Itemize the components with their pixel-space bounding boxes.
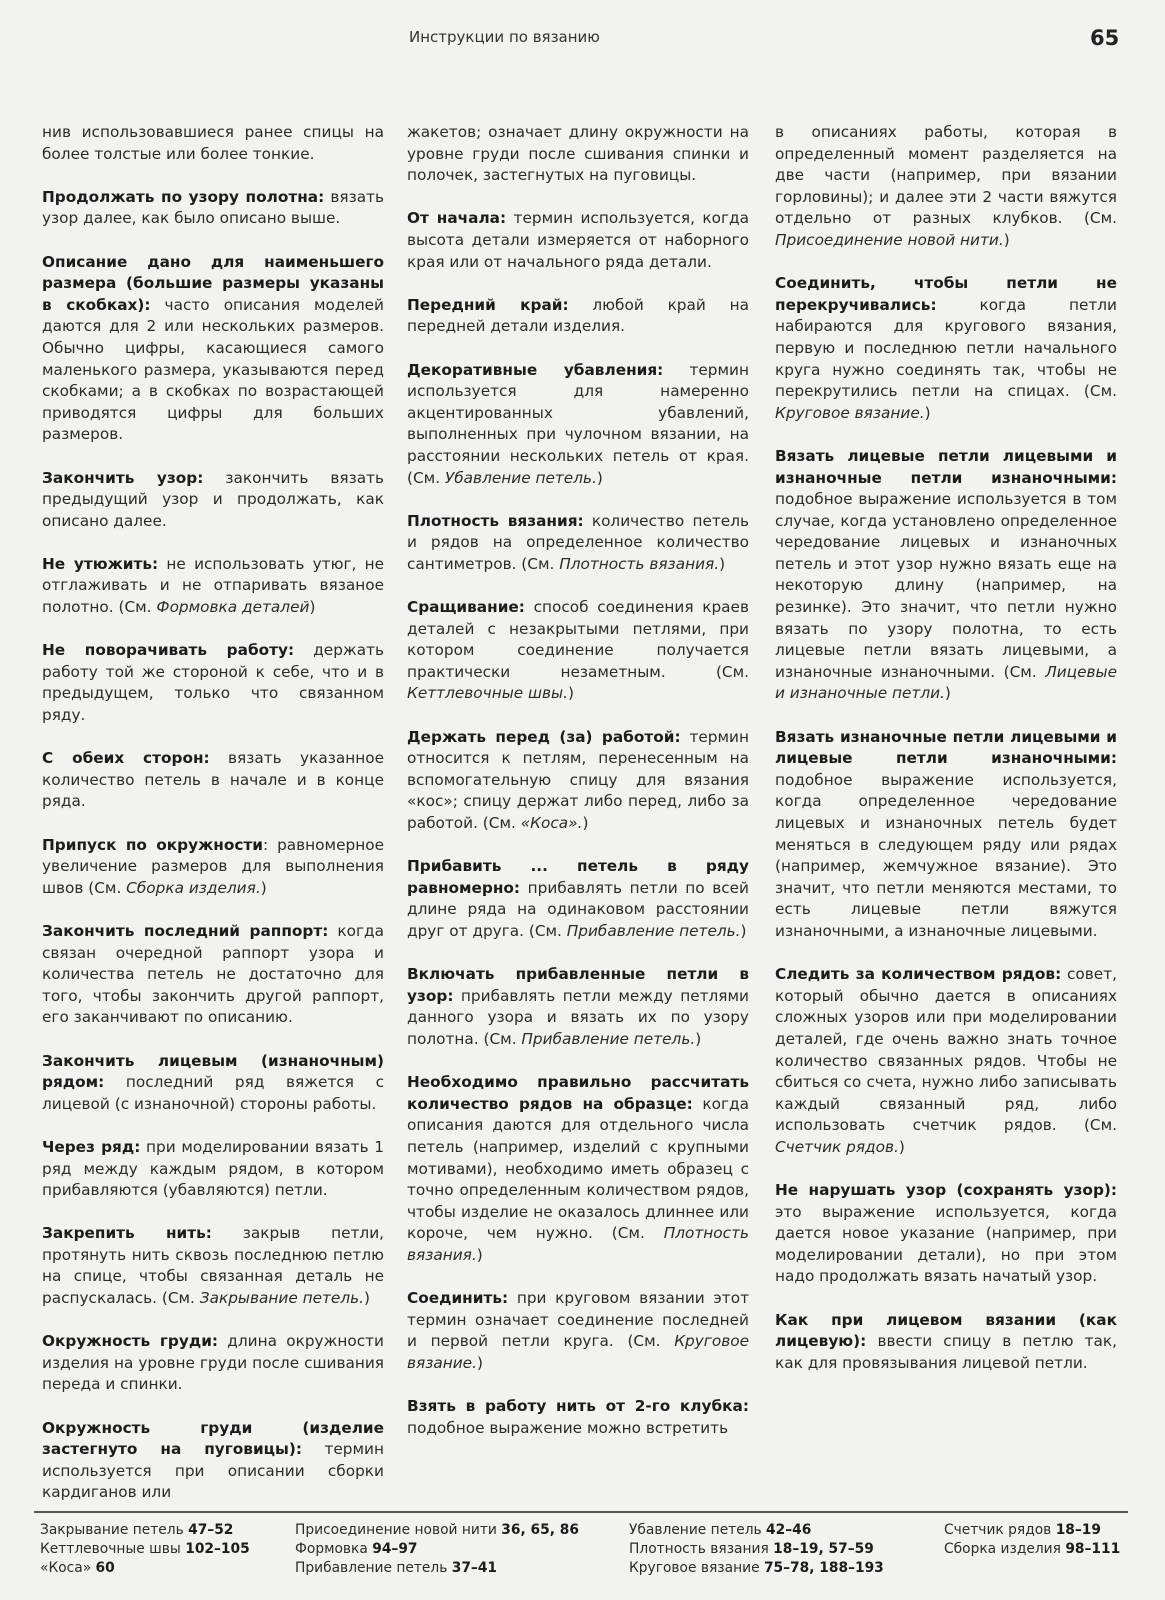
entry-text: при моделировании вязать 1 ряд между каждым рядом, в котором прибавляются (убавляются) петли. bbox=[42, 1137, 384, 1200]
cross-reference: Прибавление петель. bbox=[566, 921, 741, 940]
index-item bbox=[944, 1540, 1120, 1559]
entry-tail: ) bbox=[582, 814, 589, 832]
glossary-term: Описание дано для наименьшего размера (большие размеры указаны в скобках): bbox=[42, 252, 384, 314]
entry-text: : равномерное увеличение размеров для выполнения швов (См. bbox=[42, 835, 384, 897]
glossary-entry bbox=[407, 1396, 749, 1439]
glossary-entry bbox=[775, 273, 1117, 424]
glossary-entry bbox=[407, 208, 749, 273]
index-item bbox=[295, 1540, 579, 1559]
entry-text: закончить вязать предыдущий узор и продолжать, как описано далее. bbox=[42, 468, 385, 530]
cross-reference: Убавление петель. bbox=[444, 468, 597, 487]
entry-text: термин используется при описании сборки кардиганов или bbox=[42, 1440, 384, 1502]
entry-text: когда описания даются для отдельного числа петель (например, изделий с крупными мотивами), необходимо иметь образец с точно определенным количеством рядов, чтобы изделие не оказалось длиннее или короче, чем нужно. (См. bbox=[407, 1094, 749, 1243]
entry-tail: ) bbox=[695, 1029, 702, 1048]
glossary-term: Декоративные убавления: bbox=[407, 360, 664, 379]
index-pages: 37–41 bbox=[451, 1560, 498, 1576]
glossary-term: Следить за количеством рядов: bbox=[775, 965, 1062, 984]
entry-tail: ) bbox=[898, 1137, 905, 1156]
entry-text: термин относится к петлям, перенесенным на вспомогательную спицу для вязания «кос»; спицу держат либо перед, либо за работой. (См. bbox=[407, 727, 749, 832]
entry-text: последний ряд вяжется с лицевой (с изнаночной) стороны работы. bbox=[42, 1073, 384, 1113]
glossary-entry bbox=[42, 921, 384, 1029]
glossary-entry bbox=[42, 554, 384, 619]
entry-text: это выражение используется, когда дается новое указание (например, при моделировании детали), но при этом надо продолжать вязать начатый узор. bbox=[775, 1202, 1117, 1286]
glossary-entry bbox=[407, 295, 749, 338]
glossary-entry bbox=[407, 727, 749, 835]
entry-text: когда петли набираются для кругового вязания, первую и последнюю петли начального круга нужно соединять так, чтобы не перекрутились петли на спицах. (См. bbox=[775, 295, 1117, 401]
index-item bbox=[295, 1521, 579, 1540]
cross-reference: Прибавление петель. bbox=[521, 1029, 696, 1048]
entry-tail: ) bbox=[568, 684, 574, 703]
entry-tail: ) bbox=[924, 403, 931, 422]
glossary-term: Припуск по окружности bbox=[42, 835, 264, 854]
glossary-term: Вязать лицевые петли лицевыми и изнаночные петли изнаночными: bbox=[775, 446, 1117, 487]
cross-reference: Закрывание петель. bbox=[199, 1289, 364, 1308]
cross-reference: Формовка деталей bbox=[156, 598, 310, 617]
index-pages: 102–105 bbox=[185, 1541, 250, 1557]
glossary-entry bbox=[407, 597, 749, 705]
entry-text: способ соединения краев деталей с незакрытыми петлями, при котором соединение получается практически незаметным. (См. bbox=[407, 598, 749, 681]
entry-text: когда связан очередной раппорт узора и количества петель не достаточно для того, чтобы закончить другой раппорт, его заканчивают по описанию. bbox=[42, 921, 385, 1027]
glossary-entry bbox=[407, 360, 749, 490]
entry-text: нив использовавшиеся ранее спицы на более толстые или более тонкие. bbox=[42, 123, 384, 163]
index-pages: 75–78, 188–193 bbox=[763, 1560, 884, 1576]
glossary-entry bbox=[775, 964, 1117, 1158]
glossary-term: Необходимо правильно рассчитать количество рядов на образце: bbox=[407, 1073, 749, 1113]
entry-text: подобное выражение можно встретить bbox=[407, 1418, 729, 1437]
entry-text: часто описания моделей даются для 2 или нескольких размеров. Обычно цифры, касающиеся самого маленького размера, указываются перед скобками; а в скобках по возрастающей приводятся цифры для больших размеров. bbox=[42, 295, 384, 444]
glossary-term: Через ряд: bbox=[42, 1137, 141, 1156]
entry-text: при круговом вязании этот термин означает соединение последней и первой петли круга. (См. bbox=[407, 1289, 749, 1351]
entry-tail: ) bbox=[740, 921, 747, 940]
glossary-entry bbox=[42, 1137, 384, 1202]
index-pages: 98–111 bbox=[1065, 1541, 1121, 1557]
entry-tail: ) bbox=[260, 878, 267, 897]
glossary-entry bbox=[42, 252, 384, 446]
glossary-entry bbox=[775, 122, 1117, 252]
entry-text: количество петель и рядов на определенное количество сантиметров. (См. bbox=[407, 511, 749, 573]
cross-reference: Кеттлевочные швы. bbox=[407, 684, 568, 703]
entry-text: жакетов; означает длину окружности на уровне груди после сшивания спинки и полочек, застегнутых на пуговицы. bbox=[407, 123, 749, 185]
glossary-entry bbox=[775, 727, 1117, 943]
text-column-3 bbox=[775, 122, 1117, 1374]
entry-text: термин используется для намеренно акцентированных убавлений, выполненных при чулочном вязании, на расстоянии нескольких петель от края. (См. bbox=[407, 360, 749, 487]
cross-reference: «Коса». bbox=[520, 814, 583, 832]
footer-divider bbox=[34, 1511, 1128, 1513]
index-label: Формовка bbox=[295, 1541, 373, 1557]
glossary-term: Не утюжить: bbox=[42, 554, 159, 573]
glossary-term: От начала: bbox=[407, 209, 507, 228]
index-item bbox=[629, 1559, 884, 1578]
entry-text: прибавлять петли между петлями данного узора и вязать их по узору полотна. (См. bbox=[407, 986, 749, 1048]
glossary-entry bbox=[407, 856, 749, 942]
glossary-entry bbox=[775, 1310, 1117, 1375]
glossary-entry bbox=[42, 640, 384, 726]
glossary-entry bbox=[775, 1180, 1117, 1288]
entry-tail: ) bbox=[364, 1289, 370, 1308]
entry-text: держать работу той же стороной к себе, что и в предыдущем, только что связанном ряду. bbox=[42, 641, 385, 725]
glossary-term: Держать перед (за) работой: bbox=[407, 727, 681, 746]
cross-reference: Плотность вязания. bbox=[559, 554, 720, 573]
index-pages: 47–52 bbox=[188, 1522, 234, 1538]
index-pages: 18–19 bbox=[1055, 1522, 1102, 1538]
entry-tail: ) bbox=[944, 684, 951, 703]
glossary-entry bbox=[407, 964, 749, 1050]
entry-tail: ) bbox=[476, 1245, 483, 1264]
index-pages: 94–97 bbox=[372, 1541, 418, 1557]
entry-text: вязать узор далее, как было описано выше. bbox=[42, 187, 384, 228]
index-item bbox=[944, 1521, 1120, 1540]
index-pages: 42–46 bbox=[766, 1522, 812, 1538]
entry-text: закрыв петли, протянуть нить сквозь последнюю петлю на спице, чтобы связанная деталь не распускалась. (См. bbox=[42, 1224, 384, 1308]
cross-reference: Счетчик рядов. bbox=[775, 1137, 899, 1156]
cross-reference: Круговое вязание. bbox=[775, 403, 925, 422]
glossary-entry bbox=[775, 446, 1117, 705]
glossary-term: Закончить лицевым (изнаночным) рядом: bbox=[42, 1051, 384, 1092]
index-item bbox=[629, 1521, 884, 1540]
index-pages: 18–19, 57–59 bbox=[773, 1541, 874, 1557]
entry-text: подобное выражение используется в том случае, когда установлено определенное чередование лицевых и изнаночных петель и этот узор нужно вязать еще на некоторую длину (например, на резинке). Это значит, что петли нужно вязать по узору полотна, то есть лицевые петли вязать лицевыми, а изнаночные изнаночными. (См. bbox=[775, 490, 1117, 681]
glossary-term: С обеих сторон: bbox=[42, 749, 210, 768]
index-column-1 bbox=[40, 1521, 250, 1578]
glossary-term: Не нарушать узор (сохранять узор): bbox=[775, 1181, 1117, 1200]
entry-tail: ) bbox=[476, 1353, 483, 1372]
glossary-term: Включать прибавленные петли в узор: bbox=[407, 965, 749, 1005]
index-item bbox=[40, 1521, 250, 1540]
index-label: Кеттлевочные швы bbox=[40, 1541, 186, 1557]
glossary-entry bbox=[42, 1331, 384, 1396]
entry-text: ввести спицу в петлю так, как для провязывания лицевой петли. bbox=[775, 1332, 1117, 1372]
glossary-entry bbox=[42, 187, 384, 230]
glossary-term: Взять в работу нить от 2-го клубка: bbox=[407, 1397, 749, 1416]
entry-text: не использовать утюг, не отглаживать и не отпаривать вязаное полотно. (См. bbox=[42, 554, 385, 617]
index-label: Круговое вязание bbox=[629, 1560, 764, 1576]
index-column-2 bbox=[295, 1521, 579, 1578]
entry-text: прибавлять петли по всей длине ряда на одинаковом расстоянии друг от друга. (См. bbox=[407, 878, 749, 940]
glossary-entry bbox=[407, 122, 749, 187]
cross-reference: Сборка изделия. bbox=[126, 878, 261, 897]
index-item bbox=[629, 1540, 884, 1559]
index-item bbox=[40, 1540, 250, 1559]
glossary-term: Закрепить нить: bbox=[42, 1224, 212, 1243]
index-column-4 bbox=[944, 1521, 1120, 1559]
index-item bbox=[40, 1559, 250, 1578]
glossary-term: Плотность вязания: bbox=[407, 511, 584, 530]
index-pages: 36, 65, 86 bbox=[501, 1522, 579, 1538]
glossary-entry bbox=[42, 122, 384, 165]
glossary-term: Не поворачивать работу: bbox=[42, 641, 295, 660]
glossary-term: Как при лицевом вязании (как лицевую): bbox=[775, 1310, 1117, 1351]
running-header: Инструкции по вязанию bbox=[409, 28, 600, 46]
text-column-2 bbox=[407, 122, 749, 1439]
glossary-term: Прибавить ... петель в ряду равномерно: bbox=[407, 857, 749, 897]
glossary-term: Соединить, чтобы петли не перекручивались: bbox=[775, 274, 1117, 314]
entry-tail: ) bbox=[596, 468, 603, 487]
glossary-entry bbox=[407, 1072, 749, 1266]
entry-tail: ) bbox=[719, 554, 726, 573]
entry-text: в описаниях работы, которая в определенный момент разделяется на две части (например, при вязании горловины); и далее эти 2 части вяжутся отдельно от разных клубков. (См. bbox=[775, 123, 1117, 228]
glossary-term: Сращивание: bbox=[407, 598, 525, 617]
entry-text: любой край на передней детали изделия. bbox=[407, 295, 749, 336]
glossary-entry bbox=[42, 1418, 384, 1504]
text-column-1 bbox=[42, 122, 384, 1504]
entry-text: совет, который обычно дается в описаниях сложных узоров или при моделировании деталей, где очень важно знать точное количество связанных рядов. Чтобы не сбиться со счета, нужно либо записывать каждый связанный ряд, либо использовать счетчик рядов. (См. bbox=[775, 965, 1117, 1135]
index-pages: 60 bbox=[95, 1560, 115, 1576]
glossary-entry bbox=[407, 1288, 749, 1374]
glossary-term: Соединить: bbox=[407, 1289, 509, 1308]
index-label: Убавление петель bbox=[629, 1522, 767, 1538]
entry-tail: ) bbox=[1003, 230, 1010, 249]
glossary-term: Вязать изнаночные петли лицевыми и лицевые петли изнаночными: bbox=[775, 727, 1117, 768]
index-label: Прибавление петель bbox=[295, 1560, 452, 1576]
index-label: Присоединение новой нити bbox=[295, 1522, 502, 1538]
glossary-entry bbox=[42, 1051, 384, 1116]
glossary-term: Передний край: bbox=[407, 295, 569, 314]
index-column-3 bbox=[629, 1521, 884, 1578]
index-label: Плотность вязания bbox=[629, 1541, 774, 1557]
glossary-term: Окружность груди: bbox=[42, 1332, 219, 1351]
glossary-term: Закончить узор: bbox=[42, 468, 204, 487]
glossary-term: Закончить последний раппорт: bbox=[42, 921, 329, 940]
glossary-entry bbox=[42, 1223, 384, 1309]
glossary-entry bbox=[42, 748, 384, 813]
glossary-term: Продолжать по узору полотна: bbox=[42, 187, 325, 206]
entry-text: вязать указанное количество петель в начале и в конце ряда. bbox=[42, 749, 384, 811]
glossary-term: Окружность груди (изделие застегнуто на пуговицы): bbox=[42, 1418, 384, 1459]
cross-reference: Круговое вязание. bbox=[407, 1332, 749, 1372]
entry-text: подобное выражение используется, когда определенное чередование лицевых и изнаночных петель будет меняться в следующем ряду или рядах (например, жемчужное вязание). Это значит, что петли меняются местами, то есть лицевые петли вяжутся изнаночными, а изнаночные лицевыми. bbox=[775, 770, 1117, 940]
index-label: Счетчик рядов bbox=[944, 1522, 1056, 1538]
index-label: «Коса» bbox=[40, 1560, 96, 1576]
cross-reference: Плотность вязания. bbox=[407, 1224, 749, 1264]
glossary-entry bbox=[407, 511, 749, 576]
glossary-entry bbox=[42, 468, 384, 533]
entry-tail: ) bbox=[309, 598, 316, 617]
index-label: Закрывание петель bbox=[40, 1522, 189, 1538]
cross-reference: Присоединение новой нити. bbox=[775, 230, 1004, 249]
glossary-entry bbox=[42, 835, 384, 900]
index-item bbox=[295, 1559, 579, 1578]
page-number: 65 bbox=[1090, 26, 1120, 50]
index-label: Сборка изделия bbox=[944, 1541, 1066, 1557]
entry-text: термин используется, когда высота детали измеряется от наборного края или от начального ряда детали. bbox=[407, 209, 749, 271]
entry-text: длина окружности изделия на уровне груди после сшивания переда и спинки. bbox=[42, 1332, 384, 1394]
cross-reference: Лицевые и изнаночные петли. bbox=[775, 662, 1117, 703]
